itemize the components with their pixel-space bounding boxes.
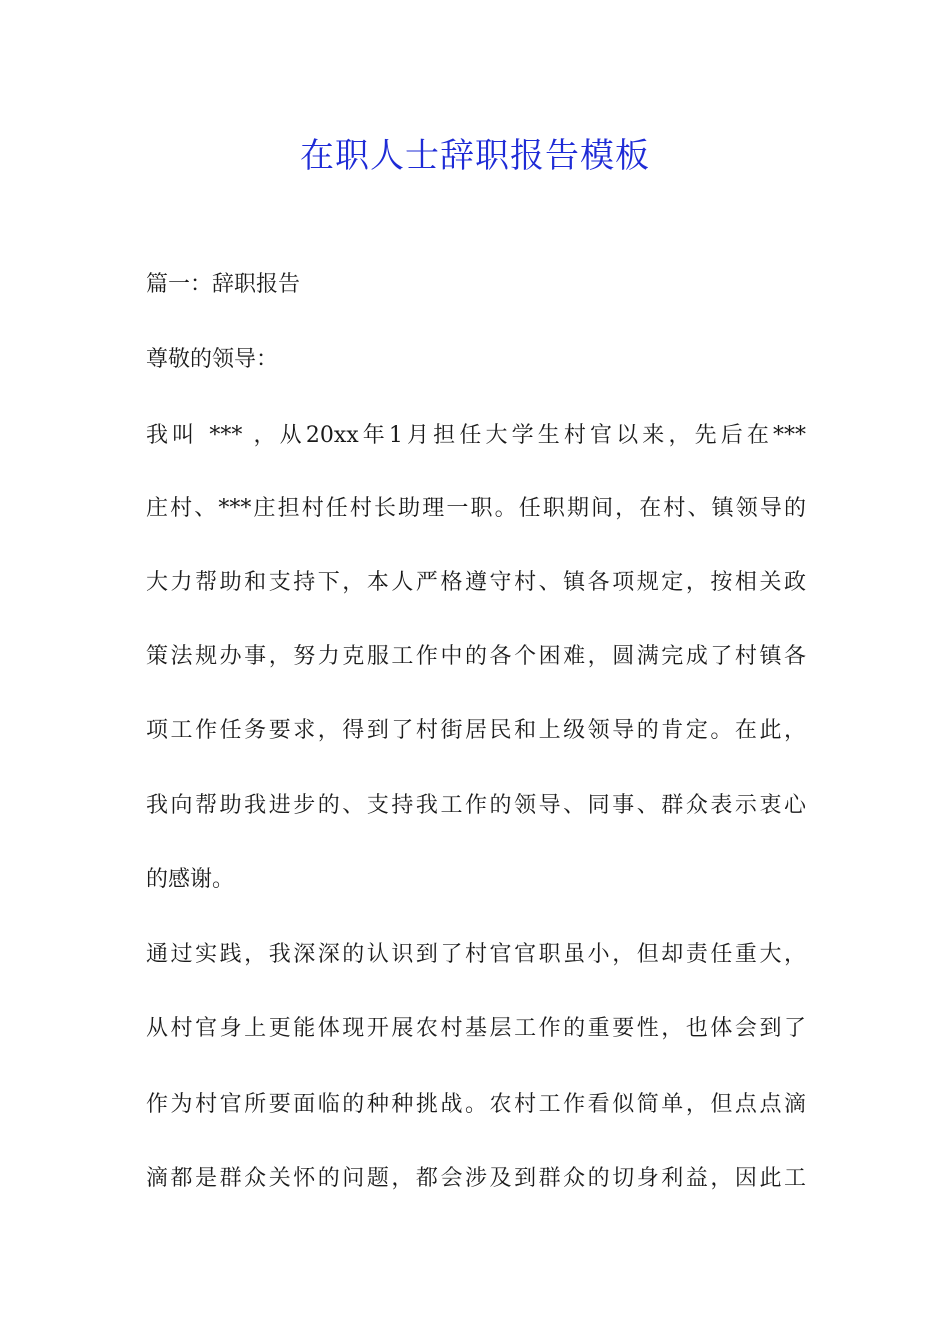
paragraph-line: 的感谢。 <box>146 867 235 892</box>
paragraph-line: 项工作任务要求，得到了村街居民和上级领导的肯定。在此， <box>146 718 806 743</box>
section-heading: 篇一：辞职报告 <box>146 272 301 297</box>
salutation: 尊敬的领导： <box>146 347 279 372</box>
document-title: 在职人士辞职报告模板 <box>300 136 650 176</box>
paragraph-line: 庄村、***庄担村任村长助理一职。任职期间，在村、镇领导的 <box>146 496 806 521</box>
paragraph-line: 大力帮助和支持下，本人严格遵守村、镇各项规定，按相关政 <box>146 570 806 595</box>
paragraph-line: 策法规办事，努力克服工作中的各个困难，圆满完成了村镇各 <box>146 644 806 669</box>
paragraph-line: 我向帮助我进步的、支持我工作的领导、同事、群众表示衷心 <box>146 793 806 818</box>
paragraph-line: 我叫 *** ，从20xx年1月担任大学生村官以来，先后在*** <box>146 423 806 448</box>
paragraph-line: 从村官身上更能体现开展农村基层工作的重要性，也体会到了 <box>146 1016 806 1041</box>
paragraph-line: 通过实践，我深深的认识到了村官官职虽小，但却责任重大， <box>146 942 806 967</box>
paragraph-line: 滴都是群众关怀的问题，都会涉及到群众的切身利益，因此工 <box>146 1166 806 1191</box>
paragraph-line: 作为村官所要面临的种种挑战。农村工作看似简单，但点点滴 <box>146 1092 806 1117</box>
